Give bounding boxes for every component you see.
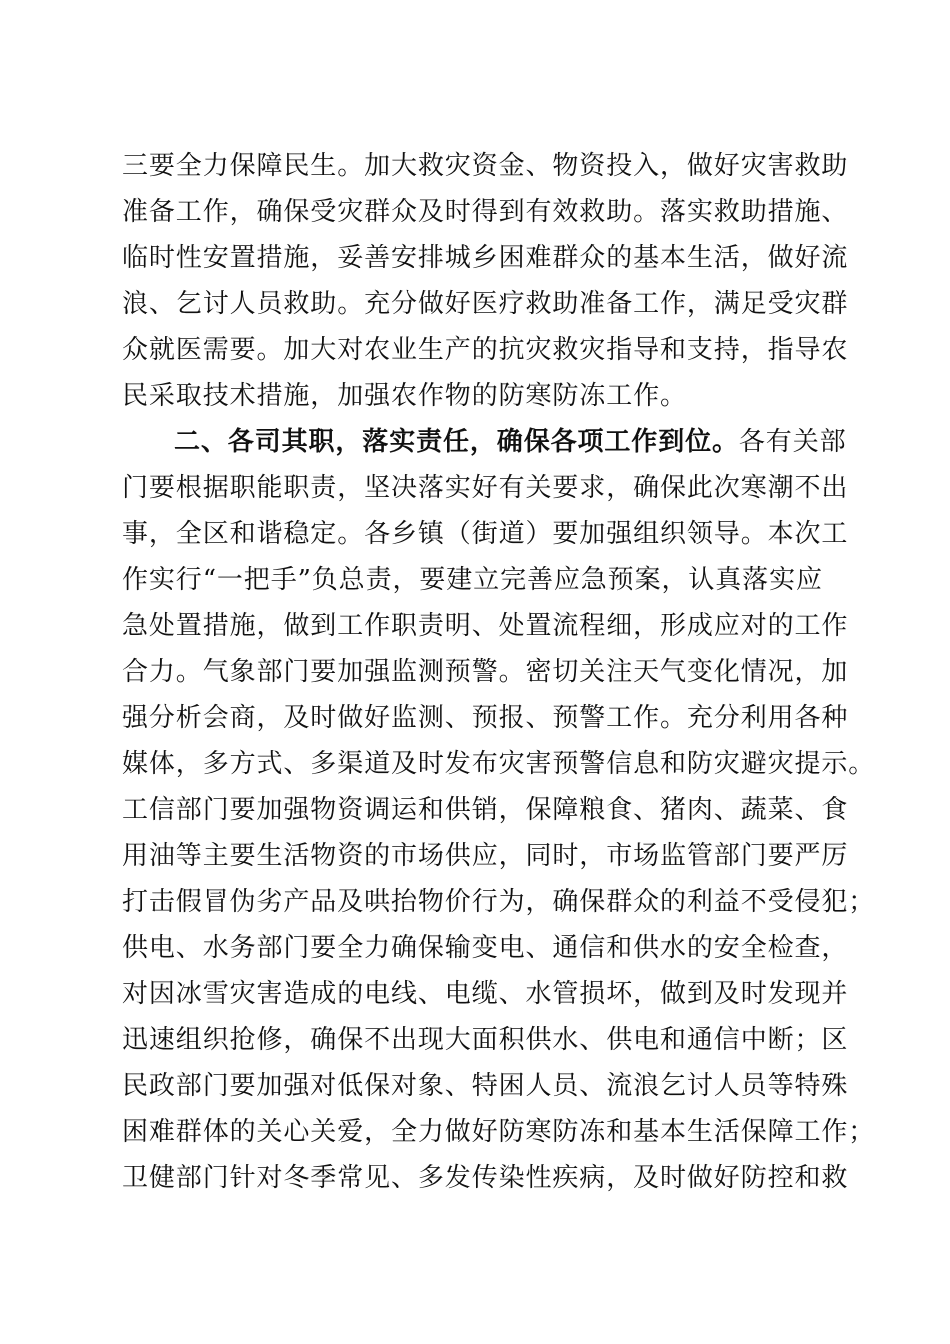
text-line: 准备工作，确保受灾群众及时得到有效救助。落实救助措施、 — [122, 197, 849, 227]
text-line: 迅速组织抢修，确保不出现大面积供水、供电和通信中断；区 — [122, 1025, 849, 1055]
section-heading-line — [174, 420, 847, 464]
text-line: 事，全区和谐稳定。各乡镇（街道）要加强组织领导。本次工 — [122, 519, 849, 549]
text-line: 工信部门要加强物资调运和供销，保障粮食、猪肉、蔬菜、食 — [122, 795, 849, 825]
text-line: 媒体，多方式、多渠道及时发布灾害预警信息和防灾避灾提示。 — [122, 749, 876, 779]
text-line: 临时性安置措施，妥善安排城乡困难群众的基本生活，做好流 — [122, 243, 849, 273]
text-line: 众就医需要。加大对农业生产的抗灾救灾指导和支持，指导农 — [122, 335, 849, 365]
text-line: 三要全力保障民生。加大救灾资金、物资投入，做好灾害救助 — [122, 151, 849, 181]
text-line: 供电、水务部门要全力确保输变电、通信和供水的安全检查， — [122, 933, 849, 963]
text-line: 浪、乞讨人员救助。充分做好医疗救助准备工作，满足受灾群 — [122, 289, 849, 319]
text-line: 民政部门要加强对低保对象、特困人员、流浪乞讨人员等特殊 — [122, 1071, 849, 1101]
text-line: 卫健部门针对冬季常见、多发传染性疾病，及时做好防控和救 — [122, 1163, 849, 1193]
section-heading-continuation: 各有关部 — [738, 427, 847, 457]
text-line: 用油等主要生活物资的市场供应，同时，市场监管部门要严厉 — [122, 841, 849, 871]
text-line: 对因冰雪灾害造成的电线、电缆、水管损坏，做到及时发现并 — [122, 979, 849, 1009]
text-line: 民采取技术措施，加强农作物的防寒防冻工作。 — [122, 381, 687, 411]
text-line: 门要根据职能职责，坚决落实好有关要求，确保此次寒潮不出 — [122, 473, 849, 503]
section-heading: 二、各司其职，落实责任，确保各项工作到位。 — [174, 427, 739, 457]
text-line: 困难群体的关心关爱，全力做好防寒防冻和基本生活保障工作； — [122, 1117, 876, 1147]
text-line: 作实行“一把手”负总责，要建立完善应急预案，认真落实应 — [122, 565, 823, 595]
text-line: 打击假冒伪劣产品及哄抬物价行为，确保群众的利益不受侵犯； — [122, 887, 876, 917]
text-line: 强分析会商，及时做好监测、预报、预警工作。充分利用各种 — [122, 703, 849, 733]
text-line: 急处置措施，做到工作职责明、处置流程细，形成应对的工作 — [122, 611, 849, 641]
text-line: 合力。气象部门要加强监测预警。密切关注天气变化情况，加 — [122, 657, 849, 687]
